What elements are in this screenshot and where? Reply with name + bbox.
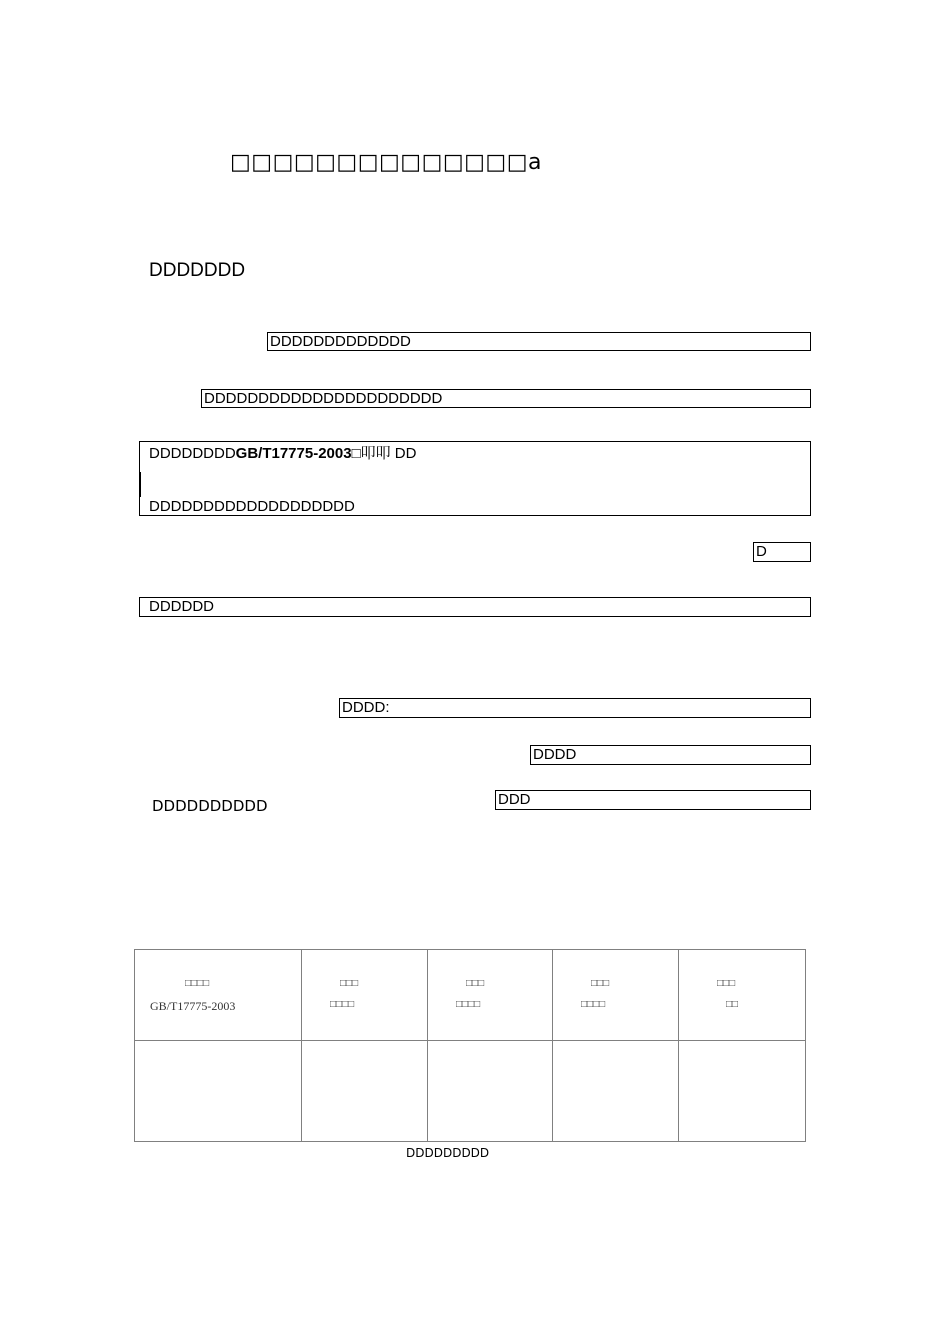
header-line1: □□□ — [340, 978, 359, 989]
table-row — [135, 1041, 806, 1142]
header-line1: □□□ — [717, 978, 736, 989]
table-cell[interactable] — [679, 1041, 806, 1142]
table-header-row — [135, 950, 806, 1041]
side-note: DDDDDDDDDD — [152, 797, 268, 815]
header-line1: □□□ — [466, 978, 485, 989]
header-line2: GB/T17775-2003 — [150, 999, 236, 1013]
form-field-4[interactable]: D — [753, 542, 811, 562]
header-line1: □□□ — [591, 978, 610, 989]
table-cell[interactable] — [302, 1041, 428, 1142]
table-header-cell — [302, 950, 428, 1041]
form-field-2[interactable]: DDDDDDDDDDDDDDDDDDDDDD — [201, 389, 811, 408]
header-line2: □□□□ — [330, 999, 355, 1010]
form-field-7[interactable]: DDDD — [530, 745, 811, 765]
form-field-6[interactable]: DDDD: — [339, 698, 811, 718]
header-line2: □□□□ — [581, 999, 606, 1010]
table-cell[interactable] — [553, 1041, 679, 1142]
form-field-8[interactable]: DDD — [495, 790, 811, 810]
document-subtitle: DDDDDDD — [149, 260, 246, 281]
rating-table — [134, 949, 806, 1142]
standard-code: GB/T17775-2003 — [235, 445, 352, 462]
document-title: □□□□□□□□□□□□□□a — [230, 150, 542, 175]
form-field-3-suffix: □叩叩 DD — [351, 445, 417, 462]
form-field-5[interactable]: DDDDDD — [139, 597, 811, 617]
table-header-cell — [135, 950, 302, 1041]
form-field-3-prefix: DDDDDDDD — [149, 445, 236, 462]
field-divider — [140, 472, 141, 497]
form-field-3-line1 — [149, 445, 416, 462]
table-cell[interactable] — [428, 1041, 553, 1142]
form-field-3-line2: DDDDDDDDDDDDDDDDDDD — [149, 498, 355, 515]
header-line1: □□□□ — [185, 978, 210, 989]
header-line2: □□ — [726, 999, 739, 1010]
table-header-cell — [553, 950, 679, 1041]
form-field-1[interactable]: DDDDDDDDDDDDD — [267, 332, 811, 351]
table-header-cell — [679, 950, 806, 1041]
table-caption: DDDDDDDDD — [406, 1146, 490, 1160]
form-field-3[interactable] — [139, 441, 811, 516]
table-cell[interactable] — [135, 1041, 302, 1142]
table-header-cell — [428, 950, 553, 1041]
header-line2: □□□□ — [456, 999, 481, 1010]
